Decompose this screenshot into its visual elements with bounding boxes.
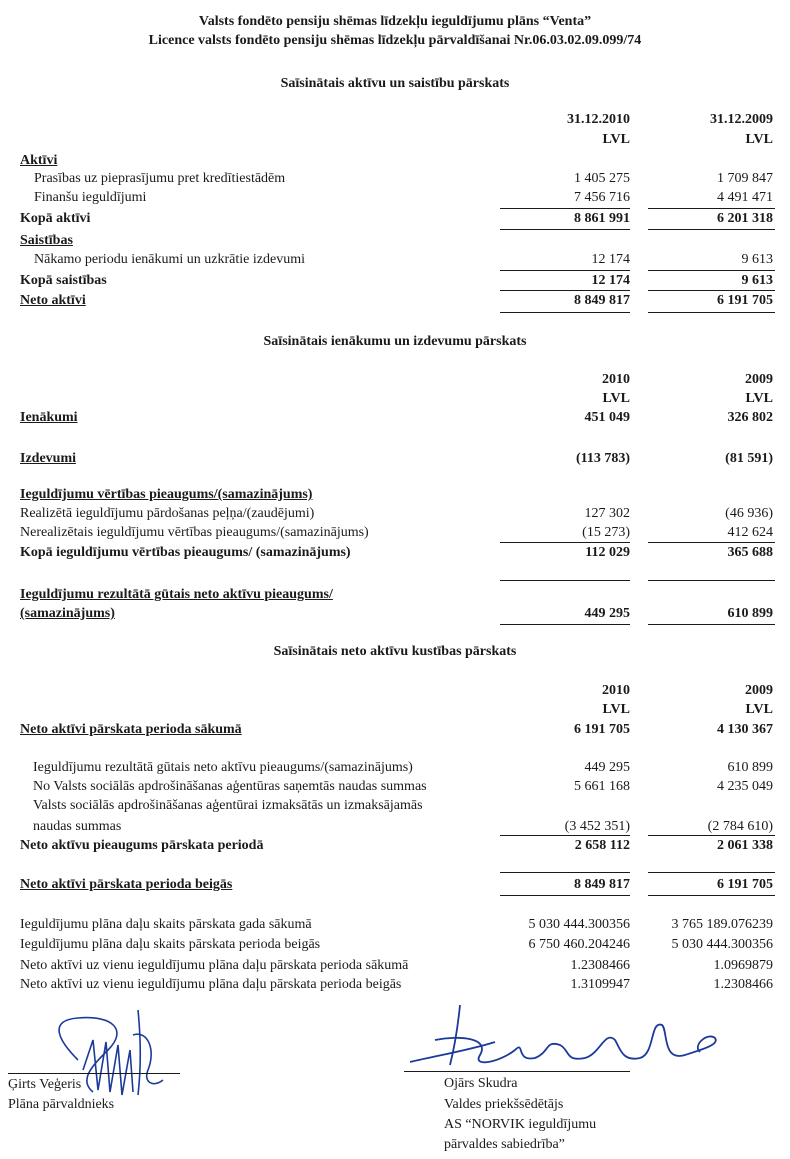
end-net-assets-2009: 6 191 705: [717, 877, 773, 892]
start-net-assets-2010: 6 191 705: [574, 722, 630, 737]
row-label: Nerealizētais ieguldījumu vērtības pieaugums/(samazinājums): [20, 525, 369, 540]
units-label: Ieguldījumu plāna daļu skaits pārskata gada sākumā: [20, 917, 312, 932]
result-2009: 610 899: [727, 606, 773, 621]
movement-col1-currency: LVL: [602, 702, 630, 717]
end-net-assets-2010: 8 849 817: [574, 877, 630, 892]
income-col1-currency: LVL: [602, 391, 630, 406]
divider: [648, 229, 775, 230]
units-value-2009: 5 030 444.300356: [671, 937, 773, 952]
divider: [500, 270, 630, 271]
signature-left-icon: [38, 1000, 188, 1110]
units-value-2010: 1.2308466: [570, 958, 630, 973]
total-liabilities-label: Kopā saistības: [20, 273, 107, 288]
license-line: Licence valsts fondēto pensiju shēmas līdzekļu pārvaldīšanai Nr.06.03.02.09.099/74: [148, 33, 642, 48]
row-value-2010: 7 456 716: [574, 190, 630, 205]
total-liabilities-2010: 12 174: [591, 273, 630, 288]
units-value-2009: 1.2308466: [713, 977, 773, 992]
units-label: Neto aktīvi uz vienu ieguldījumu plāna daļu pārskata perioda beigās: [20, 977, 402, 992]
start-net-assets-2009: 4 130 367: [717, 722, 773, 737]
net-assets-2009: 6 191 705: [717, 293, 773, 308]
units-value-2010: 5 030 444.300356: [528, 917, 630, 932]
signature-line-left: [8, 1073, 180, 1074]
income-col2-year: 2009: [745, 372, 773, 387]
balance-col1-currency: LVL: [602, 132, 630, 147]
total-assets-label: Kopā aktīvi: [20, 211, 91, 226]
divider: [500, 312, 630, 313]
movement-col2-year: 2009: [745, 683, 773, 698]
divider: [500, 580, 630, 581]
row-value-2010: (15 273): [582, 525, 630, 540]
divider: [648, 835, 775, 836]
row-value-2009: 4 235 049: [717, 779, 773, 794]
start-net-assets-label: Neto aktīvi pārskata perioda sākumā: [20, 722, 242, 737]
balance-col2-date: 31.12.2009: [710, 112, 773, 127]
right-signatory-org-line1: AS “NORVIK ieguldījumu: [444, 1117, 597, 1132]
row-value-2009: 9 613: [741, 252, 773, 267]
investment-total-label: Kopā ieguldījumu vērtības pieaugums/ (samazinājums): [20, 545, 351, 560]
result-label-line1: Ieguldījumu rezultātā gūtais neto aktīvu pieaugums/: [20, 587, 333, 602]
expenses-2010: (113 783): [575, 451, 630, 466]
right-signatory-role: Valdes priekšsēdētājs: [444, 1097, 564, 1112]
net-assets-2010: 8 849 817: [574, 293, 630, 308]
investment-total-2010: 112 029: [585, 545, 630, 560]
divider: [648, 624, 775, 625]
total-assets-2009: 6 201 318: [717, 211, 773, 226]
liabilities-heading: Saistības: [20, 233, 73, 248]
movement-col2-currency: LVL: [745, 702, 773, 717]
signature-right-icon: [400, 1000, 740, 1075]
row-label: Finanšu ieguldījumi: [34, 190, 147, 205]
row-value-2009: (2 784 610): [707, 819, 773, 834]
revenue-label: Ienākumi: [20, 410, 78, 425]
row-value-2010: 449 295: [584, 760, 630, 775]
divider: [648, 312, 775, 313]
income-title: Saīsinātais ienākumu un izdevumu pārskats: [263, 334, 527, 349]
row-label: Realizētā ieguldījumu pārdošanas peļņa/(zaudējumi): [20, 506, 315, 521]
row-label: Prasības uz pieprasījumu pret kredītiestādēm: [34, 171, 286, 186]
units-label: Ieguldījumu plāna daļu skaits pārskata perioda beigās: [20, 937, 321, 952]
divider: [648, 542, 775, 543]
increase-2009: 2 061 338: [717, 838, 773, 853]
net-assets-label: Neto aktīvi: [20, 293, 86, 308]
row-value-2009: 610 899: [727, 760, 773, 775]
row-value-2009: 4 491 471: [717, 190, 773, 205]
units-value-2010: 6 750 460.204246: [528, 937, 630, 952]
divider: [500, 229, 630, 230]
total-assets-2010: 8 861 991: [574, 211, 630, 226]
assets-heading: Aktīvi: [20, 153, 58, 168]
total-liabilities-2009: 9 613: [741, 273, 773, 288]
end-net-assets-label: Neto aktīvi pārskata perioda beigās: [20, 877, 233, 892]
investment-value-heading: Ieguldījumu vērtības pieaugums/(samazinājums): [20, 487, 313, 502]
row-value-2010: 12 174: [591, 252, 630, 267]
row-label-line1: Valsts sociālās apdrošināšanas aģentūrai izmaksātās un izmaksājamās: [33, 798, 423, 813]
units-value-2009: 3 765 189.076239: [671, 917, 773, 932]
units-value-2009: 1.0969879: [713, 958, 773, 973]
divider: [648, 895, 775, 896]
row-value-2009: 412 624: [727, 525, 773, 540]
row-label: Nākamo periodu ienākumi un uzkrātie izdevumi: [34, 252, 305, 267]
row-label: No Valsts sociālās apdrošināšanas aģentūras saņemtās naudas summas: [33, 779, 427, 794]
left-signatory-name: Ģirts Veģeris: [8, 1077, 82, 1092]
row-value-2009: 1 709 847: [717, 171, 773, 186]
row-value-2009: (46 936): [725, 506, 773, 521]
revenue-2010: 451 049: [584, 410, 630, 425]
divider: [500, 624, 630, 625]
increase-2010: 2 658 112: [574, 838, 630, 853]
row-value-2010: 127 302: [584, 506, 630, 521]
result-label-line2: (samazinājums): [20, 606, 115, 621]
balance-col2-currency: LVL: [745, 132, 773, 147]
investment-total-2009: 365 688: [727, 545, 773, 560]
divider: [648, 580, 775, 581]
result-2010: 449 295: [584, 606, 630, 621]
units-label: Neto aktīvi uz vienu ieguldījumu plāna daļu pārskata perioda sākumā: [20, 958, 409, 973]
balance-col1-date: 31.12.2010: [567, 112, 630, 127]
document-title: Valsts fondēto pensiju shēmas līdzekļu ieguldījumu plāns “Venta”: [198, 14, 592, 29]
signature-line-right: [404, 1071, 630, 1072]
right-signatory-org-line2: pārvaldes sabiedrība”: [444, 1137, 565, 1152]
divider: [648, 290, 775, 291]
divider: [500, 835, 630, 836]
divider: [500, 895, 630, 896]
expenses-label: Izdevumi: [20, 451, 76, 466]
divider: [500, 290, 630, 291]
income-col2-currency: LVL: [745, 391, 773, 406]
units-value-2010: 1.3109947: [570, 977, 630, 992]
row-value-2010: 5 661 168: [574, 779, 630, 794]
divider: [648, 872, 775, 873]
movement-title: Saīsinātais neto aktīvu kustības pārskats: [273, 644, 517, 659]
divider: [500, 208, 630, 209]
increase-label: Neto aktīvu pieaugums pārskata periodā: [20, 838, 264, 853]
expenses-2009: (81 591): [725, 451, 773, 466]
left-signatory-role: Plāna pārvaldnieks: [8, 1097, 115, 1112]
income-col1-year: 2010: [602, 372, 630, 387]
row-value-2010: (3 452 351): [564, 819, 630, 834]
movement-col1-year: 2010: [602, 683, 630, 698]
row-label: Ieguldījumu rezultātā gūtais neto aktīvu pieaugums/(samazinājums): [33, 760, 413, 775]
revenue-2009: 326 802: [727, 410, 773, 425]
row-value-2010: 1 405 275: [574, 171, 630, 186]
divider: [648, 270, 775, 271]
divider: [648, 208, 775, 209]
balance-title: Saīsinātais aktīvu un saistību pārskats: [280, 76, 510, 91]
divider: [500, 872, 630, 873]
row-label-line2: naudas summas: [33, 819, 122, 834]
divider: [500, 542, 630, 543]
right-signatory-name: Ojārs Skudra: [444, 1076, 518, 1091]
